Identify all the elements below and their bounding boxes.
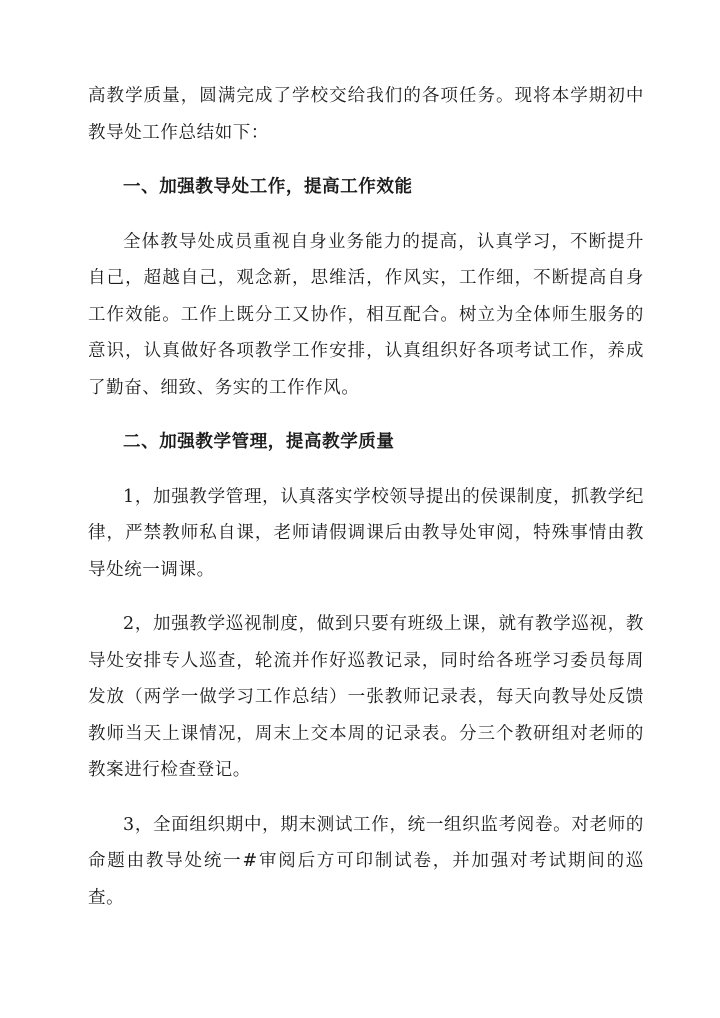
- section1-heading: 一、加强教导处工作，提高工作效能: [123, 177, 413, 197]
- section2-item-1: 1，加强教学管理，认真落实学校领导提出的侯课制度，抓教学纪律，严禁教师私自课，老师请假调课后由教导处审阅，特殊事情由教导处统一调课。: [88, 486, 644, 580]
- section2-item-3: 3，全面组织期中，期末测试工作，统一组织监考阅卷。对老师的命题由教导处统一#审阅后方可印制试卷，并加强对考试期间的巡查。: [88, 814, 644, 908]
- section1-paragraph: 全体教导处成员重视自身业务能力的提高，认真学习，不断提升自己，超越自己，观念新，思维活，作风实，工作细，不断提高自身工作效能。工作上既分工又协作，相互配合。树立为全体师生服务的意识，认真做好各项教学工作安排，认真组织好各项考试工作，养成了勤奋、细致、务实的工作作风。: [88, 231, 644, 398]
- section2-heading: 二、加强教学管理，提高教学质量: [123, 432, 395, 452]
- section2-item-2: 2，加强教学巡视制度，做到只要有班级上课，就有教学巡视，教导处安排专人巡查，轮流并作好巡教记录，同时给各班学习委员每周发放（两学一做学习工作总结）一张教师记录表，每天向教导处反馈教师当天上课情况，周末上交本周的记录表。分三个教研组对老师的教案进行检查登记。: [88, 614, 644, 780]
- intro-paragraph: 高教学质量，圆满完成了学校交给我们的各项任务。现将本学期初中教导处工作总结如下：: [88, 86, 644, 143]
- document-page: [88, 78, 644, 934]
